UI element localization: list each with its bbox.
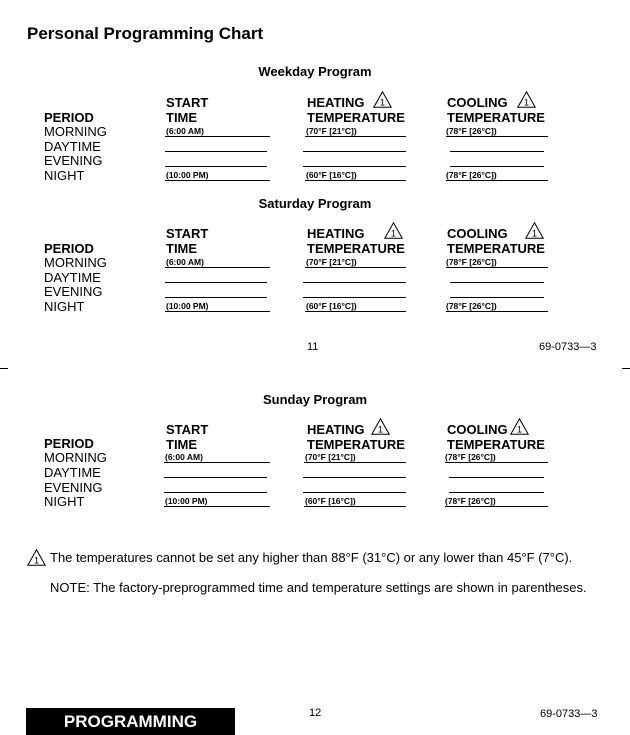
period-daytime: DAYTIME (44, 139, 101, 154)
sunday-daytime-start-line (164, 477, 267, 478)
factory-settings-note: NOTE: The factory-preprogrammed time and temperature settings are shown in parentheses. (50, 580, 587, 595)
sunday-daytime-heat-line (303, 477, 406, 478)
temperature-limit-footnote: The temperatures cannot be set any higher than 88°F (31°C) or any lower than 45°F (7°C). (50, 550, 573, 565)
period-morning: MORNING (44, 124, 107, 139)
svg-text:1: 1 (523, 97, 530, 108)
sunday-evening-cool-line (449, 492, 544, 493)
period-night: NIGHT (44, 494, 85, 509)
sunday-night-heat: (60°F [16°C]) (305, 496, 356, 506)
period-daytime: DAYTIME (44, 465, 101, 480)
weekday-morning-start: (6:00 AM) (166, 126, 204, 136)
warning-triangle-1-icon (371, 418, 390, 435)
saturday-morning-heat-line (305, 267, 406, 268)
saturday-daytime-heat-line (303, 282, 406, 283)
sunday-morning-cool-line (445, 462, 548, 463)
sunday-morning-cool: (78°F [26°C]) (445, 452, 496, 462)
warning-triangle-1-icon (510, 418, 529, 435)
weekday-program-title: Weekday Program (258, 64, 372, 79)
start-time-header (166, 226, 208, 256)
period-night: NIGHT (44, 299, 85, 314)
start-header-line2: TIME (166, 110, 198, 125)
saturday-morning-cool-line (446, 267, 548, 268)
warning-triangle-1-icon (517, 91, 536, 108)
cut-mark-right (622, 368, 630, 369)
period-header: PERIOD (44, 110, 94, 125)
saturday-night-cool-line (446, 311, 548, 312)
saturday-morning-cool: (78°F [26°C]) (446, 257, 497, 267)
period-evening: EVENING (44, 284, 103, 299)
weekday-evening-heat-line (303, 166, 406, 167)
saturday-morning-start: (6:00 AM) (166, 257, 204, 267)
start-time-header (166, 95, 208, 125)
sunday-morning-heat: (70°F [21°C]) (305, 452, 356, 462)
cooling-header-line2: TEMPERATURE (447, 110, 545, 125)
start-header-line1: START (166, 95, 209, 110)
sunday-night-heat-line (304, 506, 406, 507)
saturday-night-heat-line (305, 311, 406, 312)
page-number-bottom: 12 (309, 707, 322, 719)
saturday-night-heat: (60°F [16°C]) (306, 301, 357, 311)
doc-code-top: 69-0733—3 (539, 341, 597, 353)
weekday-evening-cool-line (450, 166, 544, 167)
start-header-line2: TIME (166, 437, 198, 452)
svg-text:1: 1 (377, 424, 384, 435)
sunday-night-cool: (78°F [26°C]) (445, 496, 496, 506)
heating-header-line1: HEATING (307, 226, 365, 241)
saturday-night-cool: (78°F [26°C]) (446, 301, 497, 311)
sunday-night-cool-line (445, 506, 548, 507)
weekday-morning-cool: (78°F [26°C]) (446, 126, 497, 136)
saturday-daytime-cool-line (450, 282, 544, 283)
cooling-header-line1: COOLING (447, 226, 508, 241)
weekday-daytime-start-line (165, 151, 267, 152)
weekday-morning-cool-line (446, 136, 548, 137)
sunday-night-start-line (164, 506, 270, 507)
saturday-program-title: Saturday Program (258, 196, 372, 211)
period-morning: MORNING (44, 255, 107, 270)
start-header-line1: START (166, 422, 209, 437)
saturday-evening-start-line (165, 297, 267, 298)
weekday-night-heat-line (305, 180, 406, 181)
saturday-morning-heat: (70°F [21°C]) (306, 257, 357, 267)
weekday-night-heat: (60°F [16°C]) (306, 170, 357, 180)
document-title: Personal Programming Chart (27, 24, 264, 43)
weekday-night-start: (10:00 PM) (166, 170, 209, 180)
start-time-header (166, 422, 208, 452)
weekday-night-cool-line (446, 180, 548, 181)
period-morning: MORNING (44, 450, 107, 465)
saturday-night-start-line (165, 311, 270, 312)
cooling-header-line2: TEMPERATURE (447, 437, 545, 452)
sunday-morning-heat-line (304, 462, 406, 463)
sunday-morning-start: (6:00 AM) (165, 452, 203, 462)
warning-triangle-1-icon (384, 222, 403, 239)
svg-text:1: 1 (390, 228, 397, 239)
heating-header-line1: HEATING (307, 95, 365, 110)
heating-header-line2: TEMPERATURE (307, 241, 405, 256)
start-header-line2: TIME (166, 241, 198, 256)
warning-triangle-1-icon (373, 91, 392, 108)
heating-header-line1: HEATING (307, 422, 365, 437)
period-evening: EVENING (44, 153, 103, 168)
weekday-night-cool: (78°F [26°C]) (446, 170, 497, 180)
weekday-evening-start-line (165, 166, 267, 167)
period-night: NIGHT (44, 168, 85, 183)
cooling-header-line1: COOLING (447, 422, 508, 437)
programming-section-badge: PROGRAMMING (26, 708, 235, 735)
warning-triangle-1-icon (27, 549, 46, 566)
svg-text:1: 1 (33, 555, 40, 566)
sunday-daytime-cool-line (449, 477, 544, 478)
start-header-line1: START (166, 226, 209, 241)
sunday-program-title: Sunday Program (262, 392, 368, 407)
weekday-daytime-heat-line (303, 151, 406, 152)
period-daytime: DAYTIME (44, 270, 101, 285)
saturday-evening-cool-line (450, 297, 544, 298)
svg-text:1: 1 (516, 424, 523, 435)
page-number-top: 11 (307, 341, 319, 353)
period-header: PERIOD (44, 436, 94, 451)
heating-header-line2: TEMPERATURE (307, 110, 405, 125)
cut-mark-left (0, 368, 8, 369)
saturday-evening-heat-line (303, 297, 406, 298)
sunday-morning-start-line (164, 462, 270, 463)
saturday-night-start: (10:00 PM) (166, 301, 209, 311)
cooling-header-line2: TEMPERATURE (447, 241, 545, 256)
saturday-daytime-start-line (165, 282, 267, 283)
cooling-temperature-header (447, 422, 545, 452)
weekday-morning-heat-line (305, 136, 406, 137)
weekday-morning-heat: (70°F [21°C]) (306, 126, 357, 136)
cooling-header-line1: COOLING (447, 95, 508, 110)
svg-text:1: 1 (531, 228, 538, 239)
period-header: PERIOD (44, 241, 94, 256)
weekday-daytime-cool-line (450, 151, 544, 152)
heating-header-line2: TEMPERATURE (307, 437, 405, 452)
sunday-evening-start-line (164, 492, 267, 493)
period-evening: EVENING (44, 480, 103, 495)
heating-temperature-header (307, 422, 405, 452)
saturday-morning-start-line (165, 267, 270, 268)
sunday-night-start: (10:00 PM) (165, 496, 208, 506)
sunday-evening-heat-line (303, 492, 406, 493)
warning-triangle-1-icon (525, 222, 544, 239)
weekday-night-start-line (165, 180, 270, 181)
weekday-morning-start-line (165, 136, 270, 137)
doc-code-bottom: 69-0733—3 (540, 708, 598, 720)
svg-text:1: 1 (379, 97, 386, 108)
